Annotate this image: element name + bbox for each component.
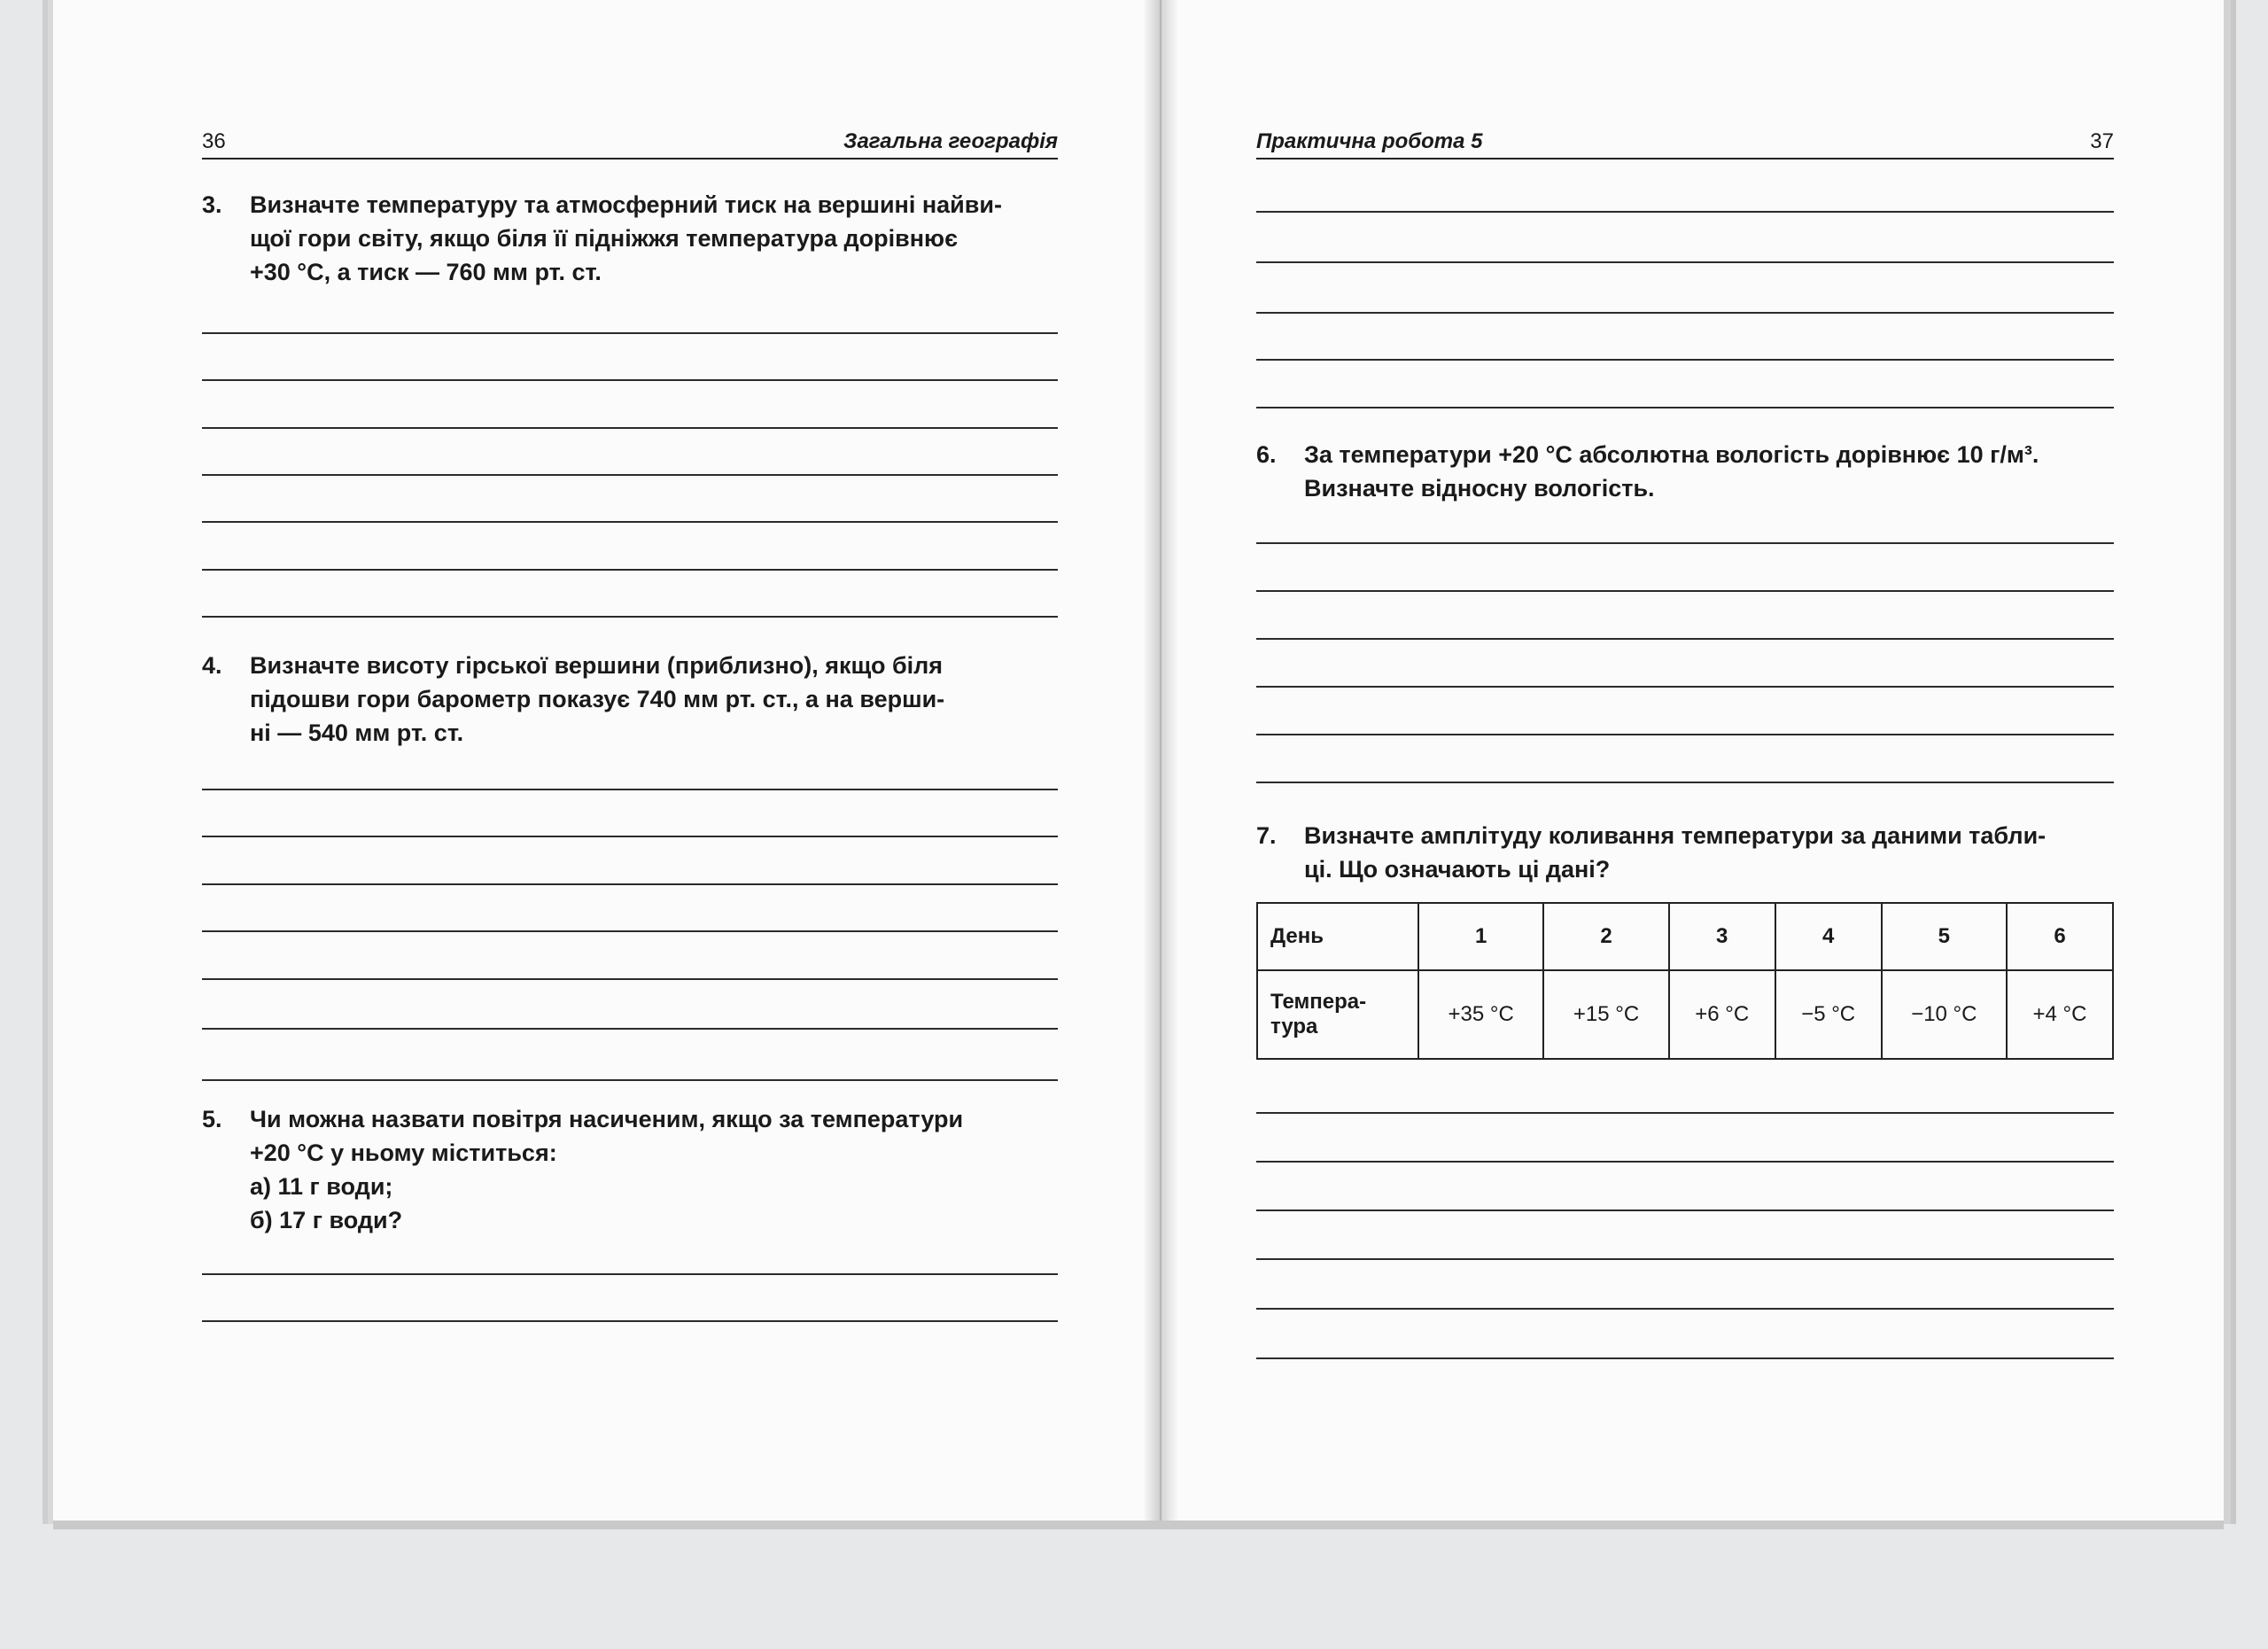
task-line: щої гори світу, якщо біля її підніжжя температура дорівнює [250, 225, 959, 252]
table-row-days [1257, 903, 2113, 970]
answer-line[interactable] [202, 1028, 1058, 1030]
answer-line[interactable] [1256, 211, 2114, 213]
table-row-temps [1257, 970, 2113, 1059]
table-header-temp-line2: тура [1270, 1015, 1318, 1038]
task-line: +30 °С, а тиск — 760 мм рт. ст. [250, 259, 602, 285]
right-running-head [1256, 122, 2114, 159]
task-text [250, 1102, 1079, 1237]
page-edge-shadow [53, 1521, 2224, 1529]
task-4 [202, 649, 1079, 750]
table-cell-temp: +35 °С [1418, 970, 1543, 1059]
task-text [250, 649, 1079, 750]
answer-line[interactable] [202, 474, 1058, 476]
task-line: б) 17 г води? [250, 1207, 403, 1233]
table-cell-day: 3 [1669, 903, 1775, 970]
left-page-number: 36 [202, 129, 226, 153]
table-cell-temp: −10 °С [1882, 970, 2007, 1059]
task-line: Визначте температуру та атмосферний тиск на вершині найви- [250, 191, 1002, 218]
answer-line[interactable] [1256, 407, 2114, 408]
answer-line[interactable] [202, 569, 1058, 571]
task-number: 7. [1256, 822, 1277, 849]
answer-line[interactable] [202, 427, 1058, 429]
answer-line[interactable] [1256, 312, 2114, 314]
task-line: ні — 540 мм рт. ст. [250, 719, 464, 746]
table-cell-temp: +15 °С [1543, 970, 1668, 1059]
table-cell-temp: −5 °С [1775, 970, 1882, 1059]
task-line: Визначте висоту гірської вершини (приблизно), якщо біля [250, 652, 944, 679]
task-3 [202, 188, 1079, 289]
answer-line[interactable] [1256, 590, 2114, 592]
answer-line[interactable] [202, 789, 1058, 790]
answer-line[interactable] [1256, 1112, 2114, 1114]
answer-line[interactable] [1256, 1161, 2114, 1163]
task-line: ці. Що означають ці дані? [1304, 856, 1611, 883]
table-cell-day: 2 [1543, 903, 1668, 970]
answer-line[interactable] [1256, 359, 2114, 361]
left-running-title: Загальна географія [843, 129, 1058, 153]
table-header-day: День [1257, 903, 1418, 970]
table-cell-day: 6 [2007, 903, 2113, 970]
task-line: +20 °С у ньому міститься: [250, 1140, 557, 1166]
answer-line[interactable] [1256, 782, 2114, 783]
task-line: Визначте відносну вологість. [1304, 475, 1655, 502]
answer-line[interactable] [202, 521, 1058, 523]
answer-line[interactable] [1256, 1357, 2114, 1359]
right-running-title: Практична робота 5 [1256, 129, 1483, 153]
left-running-head [202, 122, 1058, 159]
task-line: За температури +20 °С абсолютна вологість дорівнює 10 г/м³. [1304, 441, 2039, 468]
task-line: Визначте амплітуду коливання температури за даними табли- [1304, 822, 2047, 849]
table-cell-day: 1 [1418, 903, 1543, 970]
table-cell-temp: +4 °С [2007, 970, 2113, 1059]
table-cell-temp: +6 °С [1669, 970, 1775, 1059]
task-number: 4. [202, 652, 222, 679]
temperature-table [1256, 902, 2114, 1060]
answer-line[interactable] [202, 883, 1058, 885]
table-cell-day: 4 [1775, 903, 1882, 970]
answer-line[interactable] [202, 836, 1058, 837]
answer-line[interactable] [202, 978, 1058, 980]
answer-line[interactable] [202, 379, 1058, 381]
task-line: підошви гори барометр показує 740 мм рт. ст., а на верши- [250, 686, 945, 712]
task-5 [202, 1102, 1079, 1237]
task-text [250, 188, 1079, 289]
task-number: 6. [1256, 441, 1277, 468]
answer-line[interactable] [1256, 686, 2114, 688]
task-number: 3. [202, 191, 222, 218]
task-number: 5. [202, 1106, 222, 1132]
task-7 [1256, 819, 2124, 886]
answer-line[interactable] [1256, 638, 2114, 640]
answer-line[interactable] [1256, 734, 2114, 735]
right-page [1162, 0, 2224, 1524]
answer-line[interactable] [202, 930, 1058, 932]
answer-line[interactable] [1256, 1308, 2114, 1310]
task-6 [1256, 438, 2124, 505]
table-header-temp [1257, 970, 1418, 1059]
answer-line[interactable] [202, 1320, 1058, 1322]
task-line: а) 11 г води; [250, 1173, 393, 1200]
answer-line[interactable] [202, 1079, 1058, 1081]
right-page-number: 37 [2090, 129, 2114, 153]
task-text [1304, 438, 2124, 505]
answer-line[interactable] [1256, 542, 2114, 544]
table-header-temp-line1: Темпера- [1270, 990, 1367, 1014]
answer-line[interactable] [1256, 261, 2114, 263]
table-cell-day: 5 [1882, 903, 2007, 970]
book-gutter [1143, 0, 1178, 1524]
task-line: Чи можна назвати повітря насиченим, якщо за температури [250, 1106, 964, 1132]
answer-line[interactable] [1256, 1210, 2114, 1211]
answer-line[interactable] [1256, 1258, 2114, 1260]
answer-line[interactable] [202, 616, 1058, 618]
answer-line[interactable] [202, 332, 1058, 334]
answer-line[interactable] [202, 1273, 1058, 1275]
task-text [1304, 819, 2124, 886]
